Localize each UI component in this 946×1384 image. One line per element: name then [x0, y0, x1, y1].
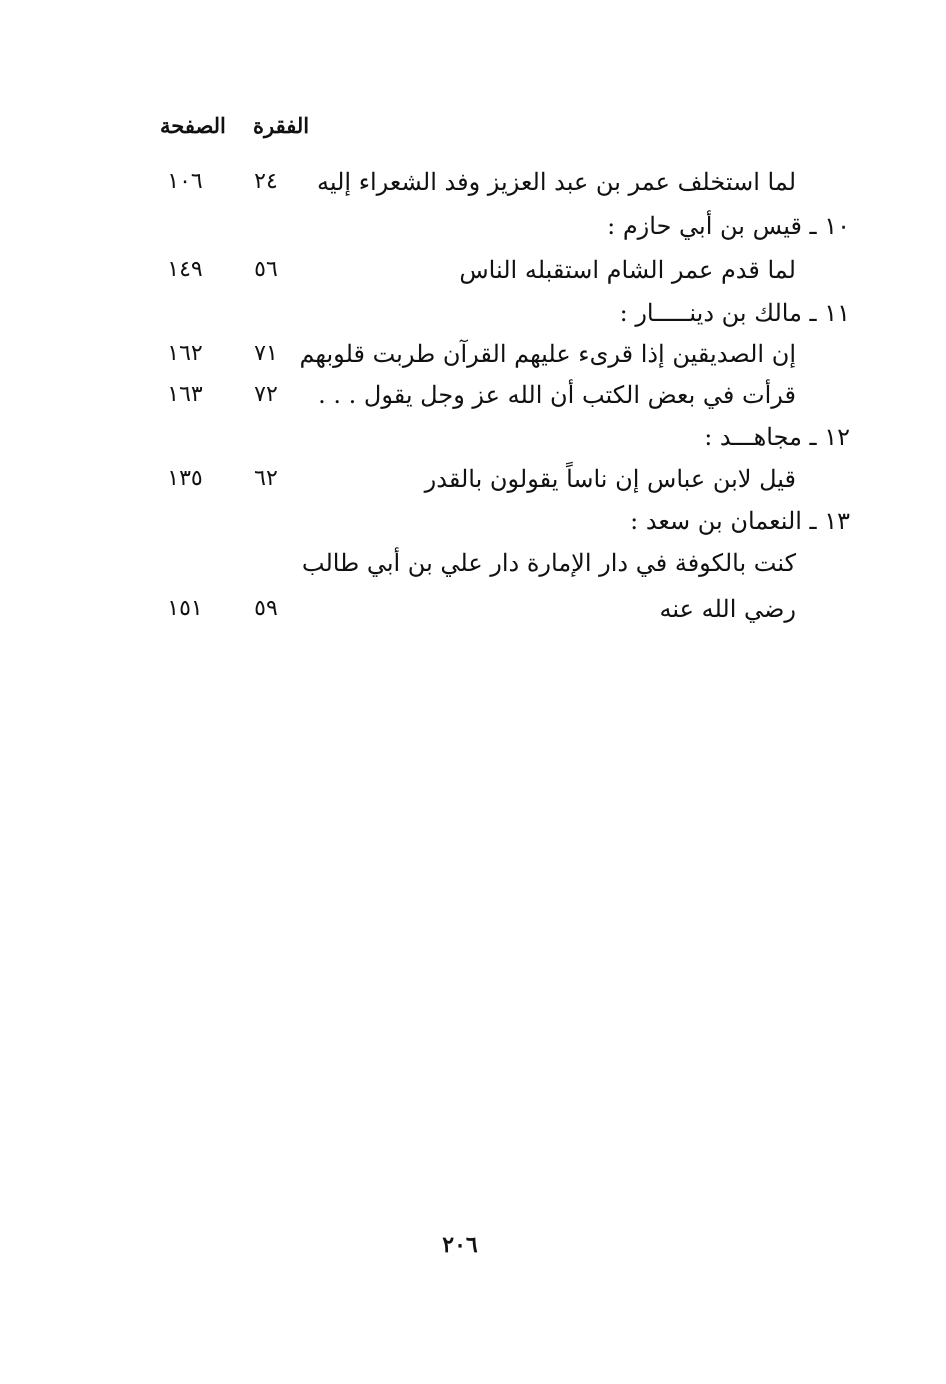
narrator-heading: ١٠ ـ قيس بن أبي حازم : [607, 212, 850, 240]
paragraph-number: ٧١ [254, 341, 278, 366]
page-number: ١٣٥ [167, 466, 203, 491]
index-row [0, 206, 946, 246]
entry-text: لما استخلف عمر بن عبد العزيز وفد الشعراء إليه [316, 168, 796, 196]
paragraph-number: ٦٢ [254, 466, 278, 491]
page-number: ١٦٣ [167, 382, 203, 407]
narrator-heading: ١١ ـ مالك بن دينـــــار : [619, 299, 850, 327]
index-row [0, 543, 946, 583]
column-header-page: الصفحة [160, 113, 226, 138]
page-folio-number: ٢٠٦ [442, 1232, 478, 1258]
page-number: ١٥١ [167, 596, 203, 621]
page-number: ١٤٩ [167, 257, 203, 282]
index-row [0, 334, 946, 374]
index-row [0, 162, 946, 202]
paragraph-number: ٧٢ [254, 382, 278, 407]
paragraph-number: ٥٦ [254, 257, 278, 282]
index-row [0, 589, 946, 629]
narrator-heading: ١٢ ـ مجاهـــد : [704, 423, 850, 451]
entry-text: إن الصديقين إذا قرىء عليهم القرآن طربت قلوبهم [299, 340, 796, 368]
narrator-heading: ١٣ ـ النعمان بن سعد : [630, 507, 850, 535]
index-row [0, 375, 946, 415]
index-row [0, 250, 946, 290]
entry-text: قرأت في بعض الكتب أن الله عز وجل يقول . . . [318, 381, 796, 409]
index-row [0, 293, 946, 333]
page-number: ١٠٦ [167, 169, 203, 194]
page-number: ١٦٢ [167, 341, 203, 366]
paragraph-number: ٢٤ [254, 169, 278, 194]
entry-text: رضي الله عنه [659, 595, 796, 623]
entry-text: كنت بالكوفة في دار الإمارة دار علي بن أبي طالب [301, 549, 796, 577]
entry-text: قيل لابن عباس إن ناساً يقولون بالقدر [424, 465, 796, 493]
entry-text: لما قدم عمر الشام استقبله الناس [459, 256, 796, 284]
index-row [0, 501, 946, 541]
column-header-paragraph: الفقرة [253, 113, 310, 138]
index-row [0, 417, 946, 457]
paragraph-number: ٥٩ [254, 596, 278, 621]
index-row [0, 459, 946, 499]
